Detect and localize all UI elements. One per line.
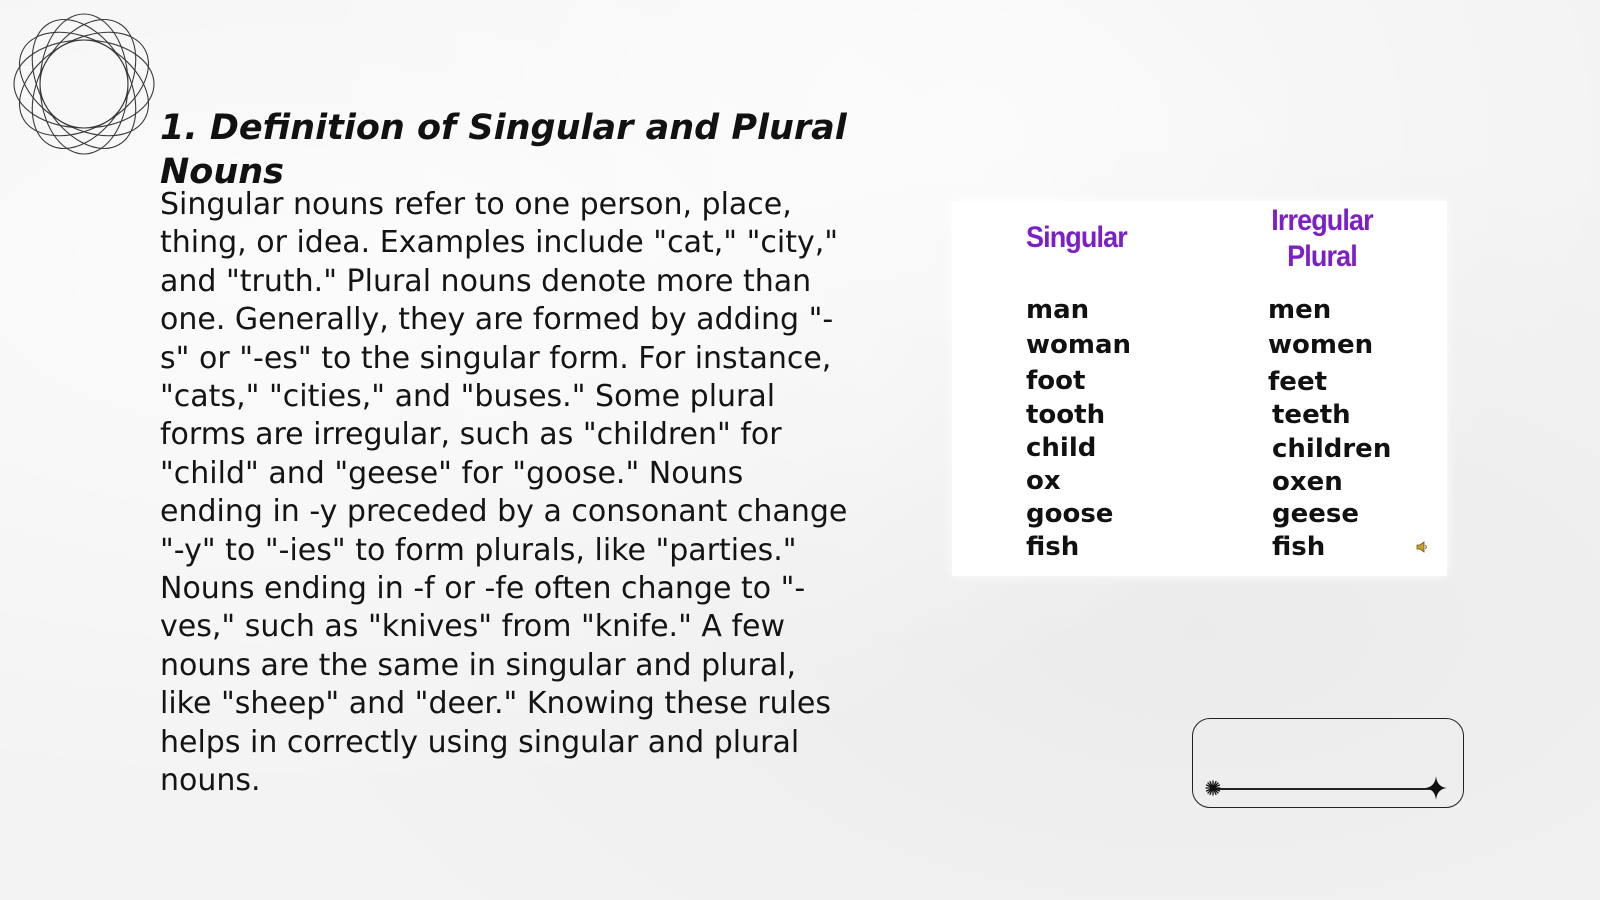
irregular-plural-column-header bbox=[1268, 203, 1376, 275]
plural-word: children bbox=[1272, 434, 1392, 464]
singular-word: ox bbox=[1026, 466, 1061, 496]
spirograph-icon bbox=[10, 10, 158, 158]
plural-word: geese bbox=[1272, 499, 1359, 529]
plural-word: oxen bbox=[1272, 467, 1343, 497]
singular-column-header: Singular bbox=[1026, 221, 1127, 254]
irregular-plural-header-line2: Plural bbox=[1287, 240, 1357, 273]
singular-word: fish bbox=[1026, 532, 1080, 562]
speaker-icon[interactable] bbox=[1415, 540, 1429, 554]
irregular-plural-header-line1: Irregular bbox=[1271, 204, 1373, 237]
plural-word: women bbox=[1268, 330, 1374, 360]
slide-body-text: Singular nouns refer to one person, place, thing, or idea. Examples include "cat," "city," and "truth." Plural nouns denote more than one. Generally, they are formed by adding "-s" or "-es" to the singular form. For instance, "cats," "cities," and "buses." Some plural forms are irregular, such as "children" for "child" and "geese" for "goose." Nouns ending in -y preceded by a consonant change "-y" to "-ies" to form plurals, like "parties." Nouns ending in -f or -fe often change to "-ves," such as "knives" from "knife." A few nouns are the same in singular and plural, like "sheep" and "deer." Knowing these rules helps in correctly using singular and plural nouns. bbox=[160, 187, 848, 799]
singular-word: woman bbox=[1026, 330, 1132, 360]
sparkle-icon bbox=[1424, 775, 1448, 801]
plural-word: fish bbox=[1272, 532, 1326, 562]
singular-word: child bbox=[1026, 433, 1097, 463]
irregular-plural-table bbox=[952, 201, 1447, 576]
plural-word: men bbox=[1268, 295, 1332, 325]
singular-word: tooth bbox=[1026, 400, 1106, 430]
singular-word: man bbox=[1026, 295, 1090, 325]
star-icon bbox=[1203, 778, 1223, 798]
singular-word: foot bbox=[1026, 366, 1086, 396]
singular-word: goose bbox=[1026, 499, 1114, 529]
plural-word: feet bbox=[1268, 367, 1328, 397]
slider-control[interactable] bbox=[1192, 718, 1464, 808]
slider-track[interactable] bbox=[1215, 788, 1441, 790]
plural-word: teeth bbox=[1272, 400, 1351, 430]
slide-title: 1. Definition of Singular and Plural Nouns bbox=[160, 108, 847, 192]
